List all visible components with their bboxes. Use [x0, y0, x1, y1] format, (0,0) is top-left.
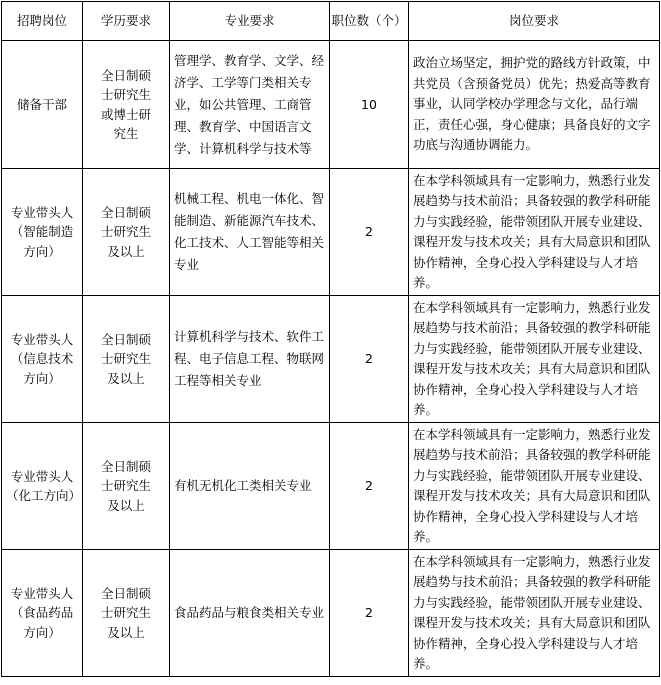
count-text: 2 [365, 605, 373, 621]
major-cell: 计算机科学与技术、软件工程、电子信息工程、物联网工程等相关专业 [170, 296, 330, 423]
major-cell: 有机无机化工类相关专业 [170, 423, 330, 550]
header-major: 专业要求 [170, 2, 330, 41]
education-cell [83, 550, 170, 677]
education-text: 全日制硕士研究生及以上 [100, 331, 151, 386]
recruitment-table [1, 1, 660, 677]
count-cell [330, 169, 409, 296]
education-text: 全日制硕士研究生或博士研究生 [100, 67, 151, 141]
count-text: 2 [365, 351, 373, 367]
position-text: 专业带头人（食品药品方向） [10, 585, 74, 640]
header-requirement: 岗位要求 [409, 2, 660, 41]
count-cell [330, 550, 409, 677]
table-row [2, 423, 660, 550]
requirement-cell: 在本学科领域具有一定影响力，熟悉行业发展趋势与技术前沿；具备较强的教学科研能力与实践经验，能带领团队开展专业建设、课程开发与技术攻关；具有大局意识和团队协作精神，全身心投入学科建设与人才培养。 [409, 423, 660, 550]
major-cell: 管理学、教育学、文学、经济学、工学等门类相关专业，如公共管理、工商管理、教育学、中国语言文学、计算机科学与技术等 [170, 41, 330, 169]
count-cell [330, 41, 409, 169]
education-text: 全日制硕士研究生及以上 [100, 204, 151, 259]
education-cell [83, 41, 170, 169]
table-row [2, 550, 660, 677]
major-cell: 食品药品与粮食类相关专业 [170, 550, 330, 677]
header-education: 学历要求 [83, 2, 170, 41]
education-text: 全日制硕士研究生及以上 [100, 585, 151, 640]
table-row [2, 41, 660, 169]
count-text: 10 [361, 96, 377, 112]
position-text: 专业带头人（化工方向） [6, 468, 82, 503]
education-cell [83, 296, 170, 423]
position-cell [2, 423, 83, 550]
major-cell: 机械工程、机电一体化、智能制造、新能源汽车技术、化工技术、人工智能等相关专业 [170, 169, 330, 296]
header-count: 职位数（个） [330, 2, 409, 41]
table-header-row [2, 2, 660, 41]
position-text: 专业带头人（智能制造方向） [10, 204, 74, 259]
position-text: 专业带头人（信息技术方向） [10, 331, 74, 386]
requirement-cell: 在本学科领域具有一定影响力，熟悉行业发展趋势与技术前沿；具备较强的教学科研能力与实践经验，能带领团队开展专业建设、课程开发与技术攻关；具有大局意识和团队协作精神，全身心投入学科建设与人才培养。 [409, 550, 660, 677]
count-cell [330, 423, 409, 550]
header-position: 招聘岗位 [2, 2, 83, 41]
requirement-cell: 在本学科领域具有一定影响力，熟悉行业发展趋势与技术前沿；具备较强的教学科研能力与实践经验，能带领团队开展专业建设、课程开发与技术攻关；具有大局意识和团队协作精神，全身心投入学科建设与人才培养。 [409, 169, 660, 296]
education-cell [83, 169, 170, 296]
count-text: 2 [365, 478, 373, 494]
position-cell [2, 169, 83, 296]
table-row [2, 169, 660, 296]
position-cell [2, 550, 83, 677]
education-text: 全日制硕士研究生及以上 [100, 458, 151, 513]
position-text: 储备干部 [16, 96, 67, 112]
requirement-cell: 政治立场坚定，拥护党的路线方针政策，中共党员（含预备党员）优先；热爱高等教育事业，认同学校办学理念与文化，品行端正，责任心强，身心健康；具备良好的文字功底与沟通协调能力。 [409, 41, 660, 169]
position-cell [2, 296, 83, 423]
count-text: 2 [365, 224, 373, 240]
count-cell [330, 296, 409, 423]
requirement-cell: 在本学科领域具有一定影响力，熟悉行业发展趋势与技术前沿；具备较强的教学科研能力与实践经验，能带领团队开展专业建设、课程开发与技术攻关；具有大局意识和团队协作精神，全身心投入学科建设与人才培养。 [409, 296, 660, 423]
position-cell [2, 41, 83, 169]
education-cell [83, 423, 170, 550]
table-row [2, 296, 660, 423]
